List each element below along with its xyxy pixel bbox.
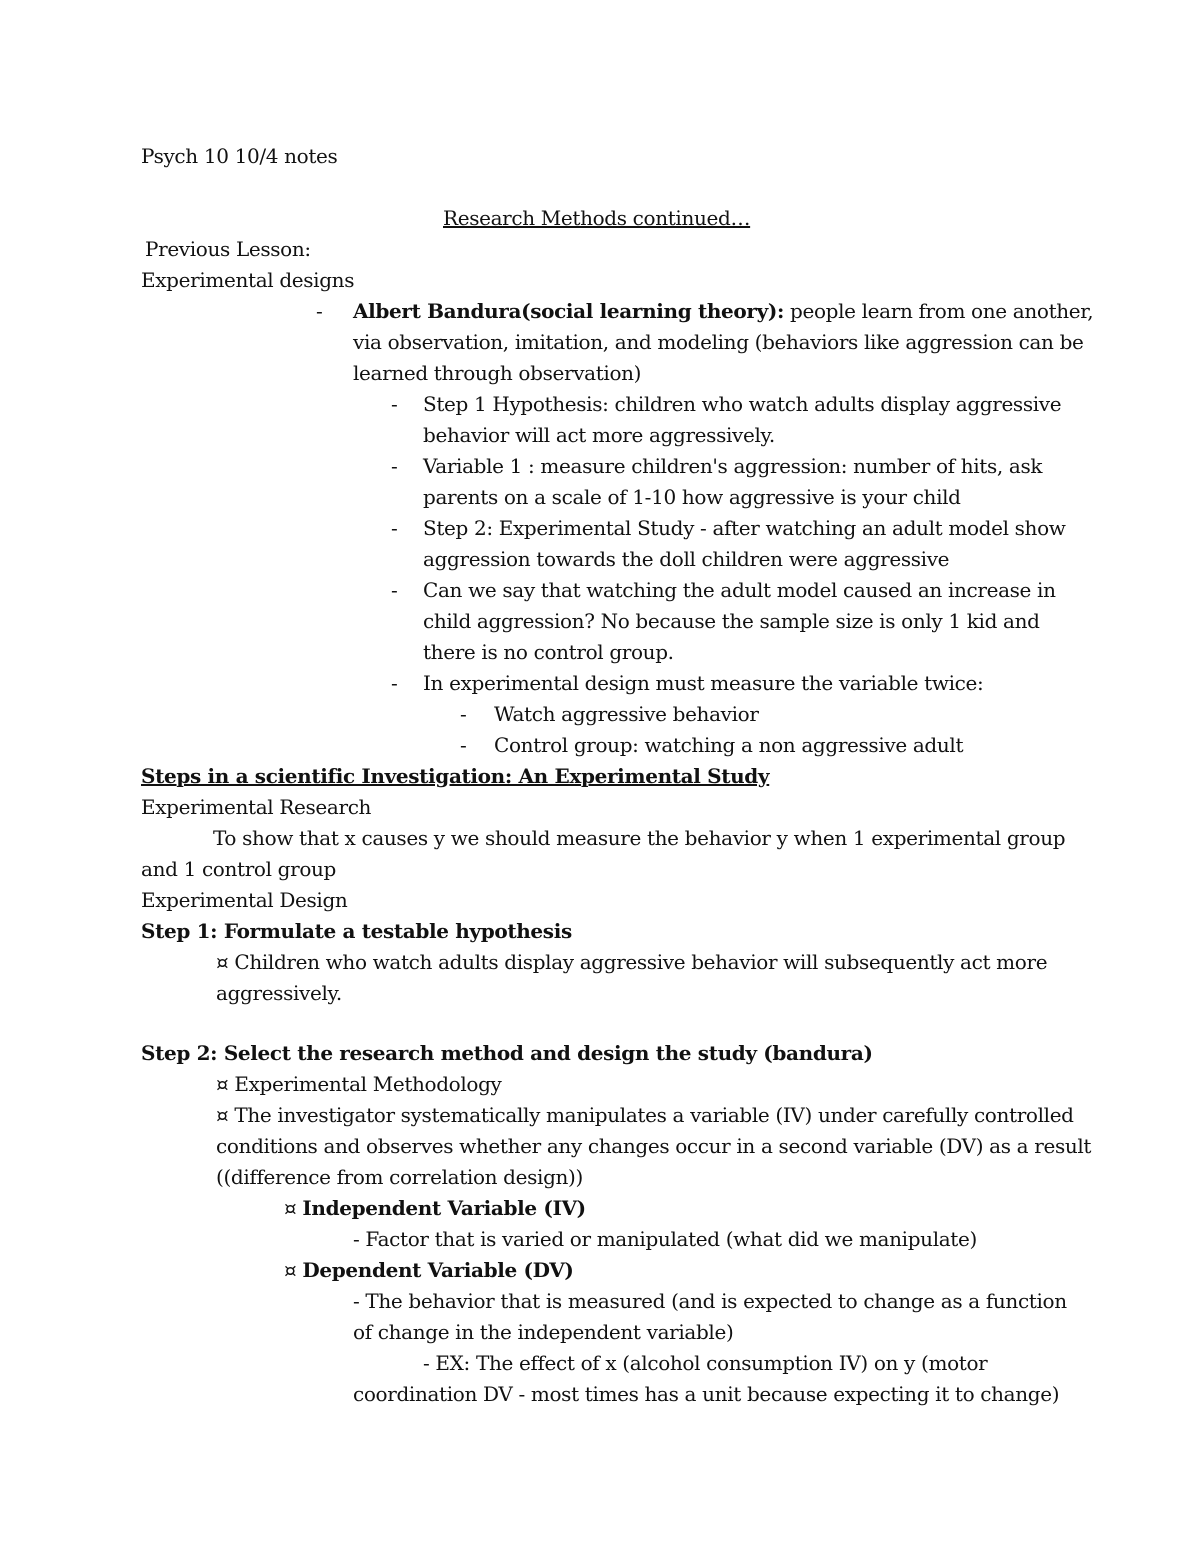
steps-heading: Steps in a scientific Investigation: An Experimental Study [141,764,770,788]
list-dash: - [391,454,398,478]
previous-lesson-label: Previous Lesson: [145,237,311,261]
iv-bullet-marker: ¤ [284,1196,297,1220]
bandura-line-2: via observation, imitation, and modeling (behaviors like aggression can be [353,330,1084,354]
step-2-heading: Step 2: Select the research method and design the study (bandura) [141,1041,873,1065]
list-dash: - [391,392,398,416]
step-2-bullet: ¤ Experimental Methodology [216,1072,502,1096]
list-item: Variable 1 : measure children's aggression: number of hits, ask [423,454,1043,478]
list-item: behavior will act more aggressively. [423,423,775,447]
list-dash: - [316,299,323,323]
list-item: aggression towards the doll children were aggressive [423,547,950,571]
dv-bullet-marker: ¤ [284,1258,297,1282]
list-dash: - [391,578,398,602]
list-item: Step 2: Experimental Study - after watching an adult model show [423,516,1066,540]
list-item: there is no control group. [423,640,674,664]
bandura-line-3: learned through observation) [353,361,642,385]
paragraph-line: To show that x causes y we should measure the behavior y when 1 experimental group [213,826,1066,850]
experimental-designs-label: Experimental designs [141,268,355,292]
example-line: coordination DV - most times has a unit because expecting it to change) [353,1382,1060,1406]
bandura-name: Albert Bandura(social learning theory): [353,299,784,323]
step-1-heading: Step 1: Formulate a testable hypothesis [141,919,572,943]
bandura-definition: people learn from one another, [784,299,1094,323]
list-dash: - [460,733,467,757]
step-1-bullet: aggressively. [216,981,342,1005]
list-dash: - [391,671,398,695]
list-item: child aggression? No because the sample size is only 1 kid and [423,609,1040,633]
list-item: Can we say that watching the adult model caused an increase in [423,578,1056,602]
document-header: Psych 10 10/4 notes [141,144,338,168]
bandura-line-1 [353,296,1093,327]
example-line: - EX: The effect of x (alcohol consumption IV) on y (motor [423,1351,988,1375]
list-item: Watch aggressive behavior [494,702,759,726]
iv-description: - Factor that is varied or manipulated (what did we manipulate) [353,1227,977,1251]
list-dash: - [460,702,467,726]
list-item: In experimental design must measure the variable twice: [423,671,984,695]
experimental-design-label: Experimental Design [141,888,348,912]
dv-heading: Dependent Variable (DV) [302,1258,574,1282]
dv-description: - The behavior that is measured (and is expected to change as a function [353,1289,1067,1313]
step-2-bullet: conditions and observes whether any changes occur in a second variable (DV) as a result [216,1134,1092,1158]
iv-heading-line [284,1193,586,1224]
list-item: Control group: watching a non aggressive adult [494,733,964,757]
list-dash: - [391,516,398,540]
paragraph-line: and 1 control group [141,857,337,881]
iv-heading: Independent Variable (IV) [302,1196,586,1220]
step-2-bullet: ((difference from correlation design)) [216,1165,583,1189]
experimental-research-label: Experimental Research [141,795,372,819]
list-item: Step 1 Hypothesis: children who watch adults display aggressive [423,392,1062,416]
step-2-bullet: ¤ The investigator systematically manipulates a variable (IV) under carefully controlled [216,1103,1074,1127]
dv-heading-line [284,1255,574,1286]
dv-description: of change in the independent variable) [353,1320,734,1344]
document-title: Research Methods continued… [443,206,751,230]
step-1-bullet: ¤ Children who watch adults display aggressive behavior will subsequently act more [216,950,1048,974]
list-item: parents on a scale of 1-10 how aggressive is your child [423,485,961,509]
